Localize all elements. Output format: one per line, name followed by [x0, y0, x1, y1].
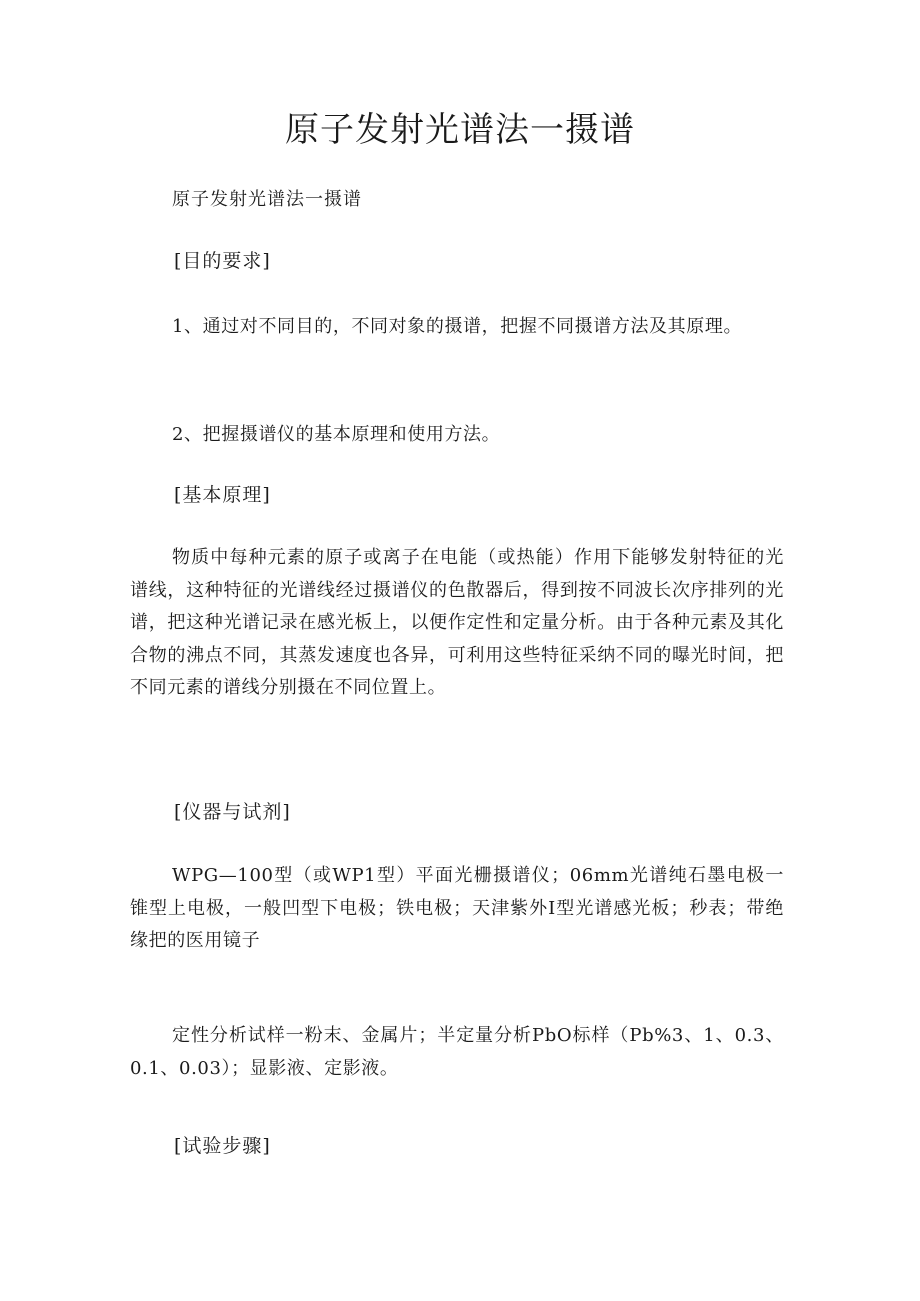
- objective-item-1: 1、通过对不同目的，不同对象的摄谱，把握不同摄谱方法及其原理。: [172, 316, 743, 337]
- principle-paragraph: 物质中每种元素的原子或离子在电能（或热能）作用下能够发射特征的光谱线，这种特征的光谱线经过摄谱仪的色散器后，得到按不同波长次序排列的光谱，把这种光谱记录在感光板上，以便作定性和定量分析。由于各种元素及其化合物的沸点不同，其蒸发速度也各异，可利用这些特征采纳不同的曝光时间，把不同元素的谱线分别摄在不同位置上。: [130, 547, 784, 698]
- objective-item-2: 2、把握摄谱仪的基本原理和使用方法。: [172, 424, 501, 445]
- instruments-paragraph: WPG—100型（或WP1型）平面光栅摄谱仪；06mm光谱纯石墨电极一锥型上电极，一般凹型下电极；铁电极；天津紫外I型光谱感光板；秒表；带绝缘把的医用镜子: [130, 865, 784, 951]
- section-heading-procedure: [试验步骤]: [174, 1135, 271, 1157]
- section-heading-instruments: [仪器与试剂]: [174, 801, 291, 823]
- section-heading-principle: [基本原理]: [174, 484, 271, 506]
- reagents-paragraph: 定性分析试样一粉末、金属片；半定量分析PbO标样（Pb%3、1、0.3、0.1、0.03）；显影液、定影液。: [130, 1025, 784, 1079]
- document-title: 原子发射光谱法一摄谱: [285, 110, 635, 150]
- document-subtitle: 原子发射光谱法一摄谱: [172, 189, 362, 210]
- section-heading-objectives: [目的要求]: [174, 250, 271, 272]
